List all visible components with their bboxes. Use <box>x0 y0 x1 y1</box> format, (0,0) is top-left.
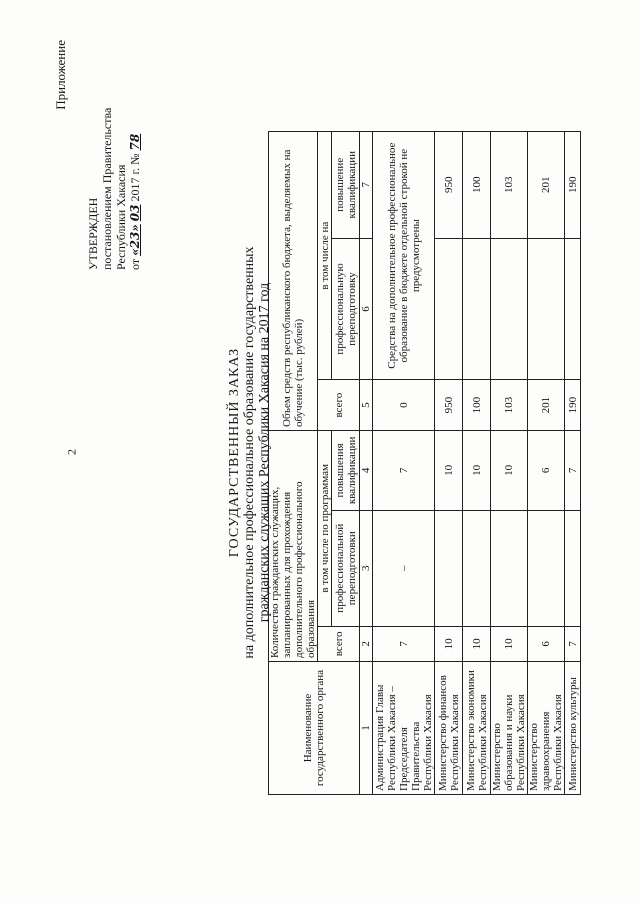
row-advanced: 10 <box>435 431 463 511</box>
colnum-7: 7 <box>360 132 373 239</box>
approved-word: УТВЕРЖДЕН <box>86 197 100 270</box>
header-count-total: всего <box>318 626 360 661</box>
row-retraining <box>491 510 528 626</box>
header-budget-incl: в том числе на <box>318 132 332 380</box>
table-row <box>435 132 463 795</box>
date-day-handwritten: «23» <box>128 224 142 256</box>
row-agency: Администрация Главы Республики Хакасия – Председателя Правительства Республики Хакасия <box>373 662 435 795</box>
row-agency: Министерство здравоохранения Республики Хакасия <box>528 662 565 795</box>
row-total: 7 <box>373 626 435 661</box>
row-budget-advanced: 950 <box>435 132 463 239</box>
table-row <box>463 132 491 795</box>
date-year: 2017 г. № <box>128 153 142 202</box>
table-row <box>491 132 528 795</box>
row-budget-total: 0 <box>373 380 435 431</box>
row-budget-retraining <box>528 238 565 380</box>
colnum-2: 2 <box>360 626 373 661</box>
row-advanced: 7 <box>373 431 435 511</box>
row-advanced: 10 <box>491 431 528 511</box>
appendix-label: Приложение <box>53 40 68 110</box>
title-main: ГОСУДАРСТВЕННЫЙ ЗАКАЗ <box>227 347 242 558</box>
header-agency: Наименование государственного органа <box>269 662 360 795</box>
row-total: 7 <box>565 626 581 661</box>
row-agency: Министерство экономики Республики Хакасия <box>463 662 491 795</box>
row-budget-total: 190 <box>565 380 581 431</box>
header-budget-advanced: повышение квалификации <box>332 132 360 239</box>
row-retraining <box>463 510 491 626</box>
approval-block <box>0 40 150 270</box>
row-advanced: 6 <box>528 431 565 511</box>
page-number: 2 <box>64 449 79 455</box>
row-retraining <box>435 510 463 626</box>
title-sub1: на дополнительное профессиональное образование государственных <box>242 246 257 659</box>
row-agency: Министерство финансов Республики Хакасия <box>435 662 463 795</box>
row-budget-retraining <box>435 238 463 380</box>
row-agency: Министерство культуры <box>565 662 581 795</box>
row-budget-advanced: 100 <box>463 132 491 239</box>
row-total: 6 <box>528 626 565 661</box>
row-advanced: 7 <box>565 431 581 511</box>
header-count: Количество гражданских служащих, запланированных для прохождения дополнительного профессионального образования <box>269 431 318 662</box>
date-month-handwritten: 03 <box>128 204 142 222</box>
row-budget-advanced: 201 <box>528 132 565 239</box>
row-budget-retraining <box>463 238 491 380</box>
row-budget-total: 103 <box>491 380 528 431</box>
row-budget-retraining <box>491 238 528 380</box>
colnum-3: 3 <box>360 510 373 626</box>
header-count-advanced: повышения квалификации <box>332 431 360 511</box>
colnum-5: 5 <box>360 380 373 431</box>
row-total: 10 <box>435 626 463 661</box>
row-budget-total: 950 <box>435 380 463 431</box>
approval-date-line <box>128 134 142 270</box>
row-budget-retraining <box>565 238 581 380</box>
table-row <box>373 132 435 795</box>
row-advanced: 10 <box>463 431 491 511</box>
approved-by-line2: Республики Хакасия <box>114 164 128 270</box>
row-total: 10 <box>491 626 528 661</box>
colnum-1: 1 <box>360 662 373 795</box>
row-budget-advanced: 103 <box>491 132 528 239</box>
colnum-6: 6 <box>360 238 373 380</box>
header-budget-retraining: профессиональную переподготовку <box>332 238 360 380</box>
date-prefix: от <box>128 258 142 270</box>
title-sub2: гражданских служащих Республики Хакасия на 2017 год <box>257 282 272 623</box>
order-table <box>268 131 581 795</box>
row-retraining: – <box>373 510 435 626</box>
header-budget-total: всего <box>318 380 360 431</box>
row-budget-total: 201 <box>528 380 565 431</box>
row-total: 10 <box>463 626 491 661</box>
table-row <box>528 132 565 795</box>
approved-by-line1: постановлением Правительства <box>100 107 114 270</box>
header-count-incl: в том числе по программам <box>318 431 332 627</box>
row-agency: Министерство образования и науки Республики Хакасия <box>491 662 528 795</box>
row-retraining <box>528 510 565 626</box>
document-title <box>227 0 272 905</box>
header-count-retraining: профессиональной переподготовки <box>332 510 360 626</box>
row-budget-total: 100 <box>463 380 491 431</box>
row-budget-advanced: 190 <box>565 132 581 239</box>
header-budget: Объем средств республиканского бюджета, выделяемых на обучение (тыс. рублей) <box>269 132 318 431</box>
table-row <box>565 132 581 795</box>
row-retraining <box>565 510 581 626</box>
budget-note: Средства на дополнительное профессиональное образование в бюджете отдельной строкой не предусмотрены <box>373 132 435 380</box>
colnum-4: 4 <box>360 431 373 511</box>
decree-number-handwritten: 78 <box>128 133 142 151</box>
